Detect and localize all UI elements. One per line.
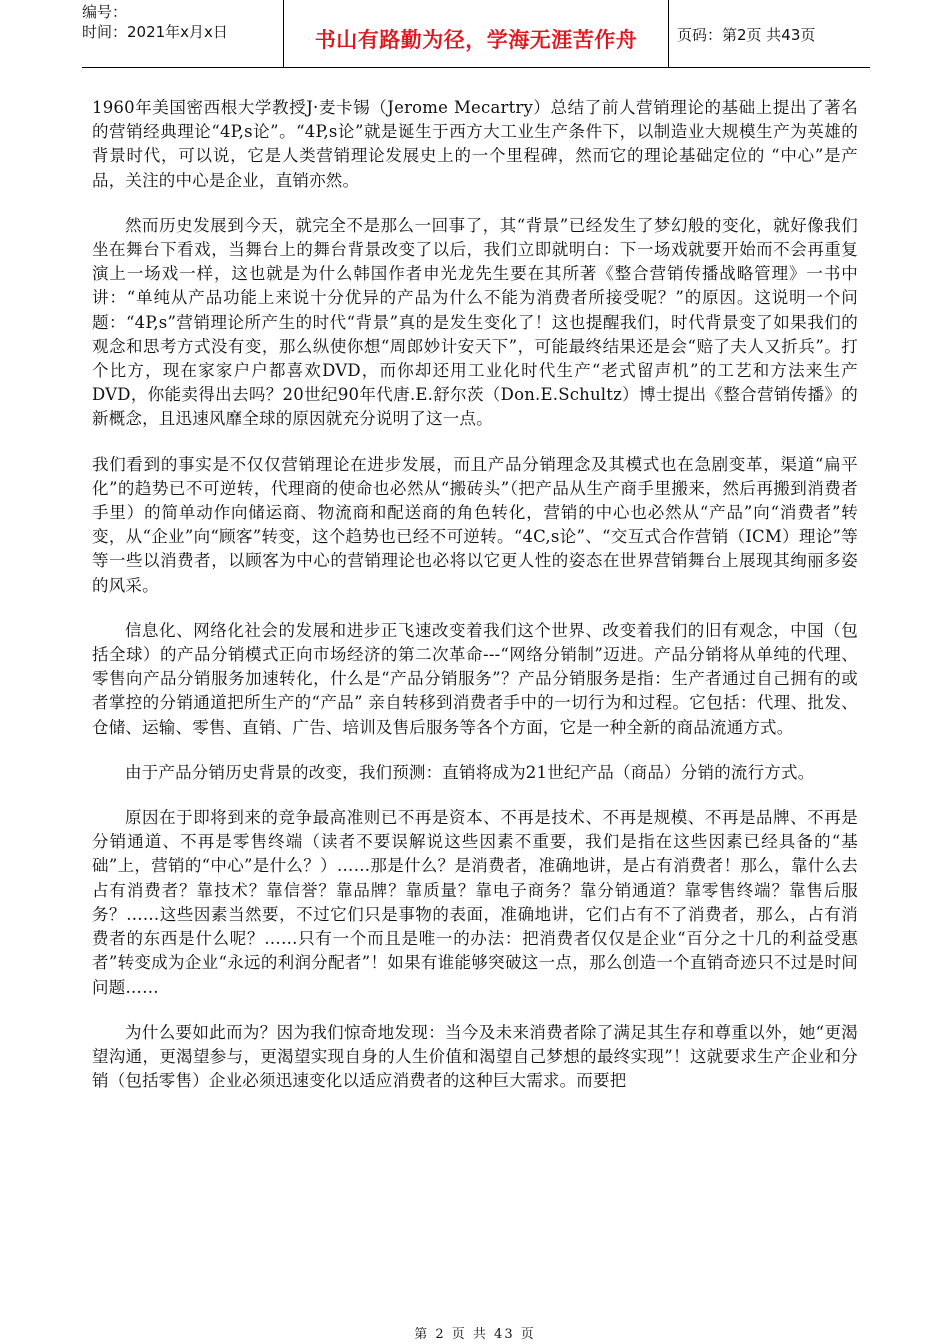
- document-number-label: 编号：: [82, 3, 128, 21]
- paragraph-2: 然而历史发展到今天，就完全不是那么一回事了，其“背景”已经发生了梦幻般的变化，就好像我们坐在舞台下看戏，当舞台上的舞台背景改变了以后，我们立即就明白：下一场戏就要开始而不会再重复演上一场戏一样，这也就是为什么韩国作者申光龙先生要在其所著《整合营销传播战略管理》一书中讲：“单纯从产品功能上来说十分优异的产品为什么不能为消费者所接受呢？”的原因。这说明一个问题：“4P,s”营销理论所产生的时代“背景”真的是发生变化了！这也提醒我们，时代背景变了如果我们的观念和思考方式没有变，那么纵使你想“周郎妙计安天下”，可能最终结果还是会“赔了夫人又折兵”。打个比方，现在家家户户都喜欢DVD，而你却还用工业化时代生产“老式留声机”的工艺和方法来生产DVD，你能卖得出去吗？20世纪90年代唐.E.舒尔茨（Don.E.Schultz）博士提出《整合营销传播》的新概念，且迅速风靡全球的原因就充分说明了这一点。: [92, 215, 858, 429]
- paragraph-4: 信息化、网络化社会的发展和进步正飞速改变着我们这个世界、改变着我们的旧有观念，中国（包括全球）的产品分销模式正向市场经济的第二次革命---“网络分销制”迈进。产品分销将从单纯的代理、零售向产品分销服务加速转化，什么是“产品分销服务”？产品分销服务是指：生产者通过自己拥有的或者掌控的分销通道把所生产的“产品” 亲自转移到消费者手中的一切行为和过程。它包括：代理、批发、仓储、运输、零售、直销、广告、培训及售后服务等各个方面，它是一种全新的商品流通方式。: [92, 620, 858, 737]
- paragraph-7: 为什么要如此而为？因为我们惊奇地发现：当今及未来消费者除了满足其生存和尊重以外，她“更渴望沟通，更渴望参与，更渴望实现自身的人生价值和渴望自己梦想的最终实现”！这就要求生产企业和分销（包括零售）企业必须迅速变化以适应消费者的这种巨大需求。而要把: [92, 1022, 858, 1091]
- document-time-label: 时间：2021年x月x日: [82, 23, 228, 41]
- paragraph-3: 我们看到的事实是不仅仅营销理论在进步发展，而且产品分销理念及其模式也在急剧变革，渠道“扁平化”的趋势已不可逆转，代理商的使命也必然从“搬砖头”（把产品从生产商手里搬来，然后再搬到消费者手里）的简单动作向储运商、物流商和配送商的角色转化，营销的中心也必然从“产品”向“消费者”转变，从“企业”向“顾客”转变，这个趋势也已经不可逆转。“4C,s论”、“交互式合作营销（ICM）理论”等等一些以消费者，以顾客为中心的营销理论也必将以它更人性的姿态在世界营销舞台上展现其绚丽多姿的风采。: [92, 454, 858, 595]
- document-body: [92, 96, 858, 1114]
- page-header: [82, 0, 870, 68]
- header-motto-cell: [283, 0, 669, 67]
- header-motto: 书山有路勤为径，学海无涯苦作舟: [314, 28, 638, 52]
- header-left: [82, 0, 283, 67]
- paragraph-1: 1960年美国密西根大学教授J·麦卡锡（Jerome Mecartry）总结了前人营销理论的基础上提出了著名的营销经典理论“4P,s论”。“4P,s论”就是诞生于西方大工业生产条件下，以制造业大规模生产为英雄的背景时代，可以说，它是人类营销理论发展史上的一个里程碑，然而它的理论基础定位的 “中心”是产品，关注的中心是企业，直销亦然。: [92, 98, 858, 190]
- paragraph-6: 原因在于即将到来的竞争最高准则已不再是资本、不再是技术、不再是规模、不再是品牌、不再是分销通道、不再是零售终端（读者不要误解说这些因素不重要，我们是指在这些因素已经具备的“基础”上，营销的“中心”是什么？）……那是什么？是消费者，准确地讲，是占有消费者！那么，靠什么去占有消费者？靠技术？靠信誉？靠品牌？靠质量？靠电子商务？靠分销通道？靠零售终端？靠售后服务？……这些因素当然要，不过它们只是事物的表面，准确地讲，它们占有不了消费者，那么，占有消费者的东西是什么呢？……只有一个而且是唯一的办法：把消费者仅仅是企业“百分之十几的利益受惠者”转变成为企业“永远的利润分配者”！如果有谁能够突破这一点，那么创造一个直销奇迹只不过是时间问题……: [92, 808, 858, 997]
- paragraph-5: 由于产品分销历史背景的改变，我们预测：直销将成为21世纪产品（商品）分销的流行方式。: [125, 762, 815, 782]
- page-footer: 第 2 页 共 43 页: [414, 1327, 536, 1342]
- header-page-info: 页码：第2页 共43页: [677, 26, 816, 44]
